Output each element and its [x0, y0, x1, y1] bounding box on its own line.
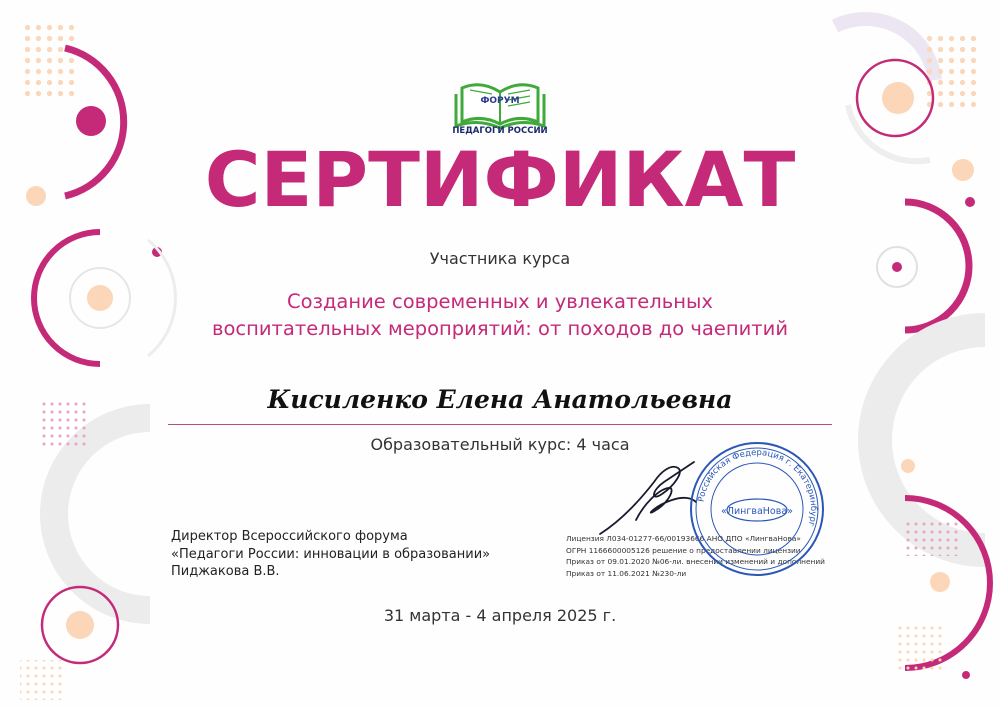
license-line4: Приказ от 11.06.2021 №230-ли [566, 568, 687, 578]
license-line1: Лицензия Л034-01277-66/00193666 АНО ДПО «ЛингваНова» [566, 534, 801, 543]
dot-grid-bottom-left [20, 660, 64, 700]
stamp-ring-text: Российская Федерация г. Екатеринбург [696, 447, 819, 528]
course-title [160, 288, 840, 342]
dot-grid-top-left [20, 20, 76, 98]
name-underline [168, 424, 832, 425]
director-line3: Пиджакова В.В. [171, 564, 280, 579]
logo-top-text: ФОРУМ [480, 96, 520, 106]
course-dates: 31 марта - 4 апреля 2025 г. [383, 606, 617, 625]
dot-peach-left [87, 285, 113, 311]
course-info: Образовательный курс: 4 часа [370, 435, 630, 454]
signature-image [592, 460, 702, 540]
stamp-center-text: «ЛингваНова» [721, 506, 793, 517]
license-line3: Приказ от 09.01.2020 №06-ли. внесении изменений и дополнений [566, 557, 825, 566]
director-line2: «Педагоги России: инновации в образовании» [171, 546, 491, 562]
forum-logo [448, 78, 552, 140]
dot-grid-bottom-right-pink [906, 522, 962, 556]
dot-pink-top-left [76, 106, 106, 136]
logo-bottom-text: ПЕДАГОГИ РОССИИ [452, 126, 548, 136]
recipient-name: Кисиленко Елена Анатольевна [267, 385, 733, 414]
course-title-line2: воспитательных мероприятий: от походов до чаепитий [211, 317, 789, 340]
director-block [171, 528, 490, 581]
license-line2: ОГРН 1166600005126 решение о предоставлении лицензии [566, 545, 801, 555]
course-title-line1: Создание современных и увлекательных [287, 290, 713, 313]
certificate-title: СЕРТИФИКАТ [204, 135, 796, 224]
dot-grid-bottom-right [898, 626, 946, 674]
dot-pink-bottom-right [962, 671, 970, 679]
director-line1: Директор Всероссийского форума [171, 529, 408, 544]
official-stamp [688, 440, 826, 578]
dot-peach-right-lower [901, 459, 915, 473]
certificate-subtitle: Участника курса [429, 249, 571, 268]
dot-peach-top-right [882, 82, 914, 114]
dot-peach-bottom-right [930, 572, 950, 592]
